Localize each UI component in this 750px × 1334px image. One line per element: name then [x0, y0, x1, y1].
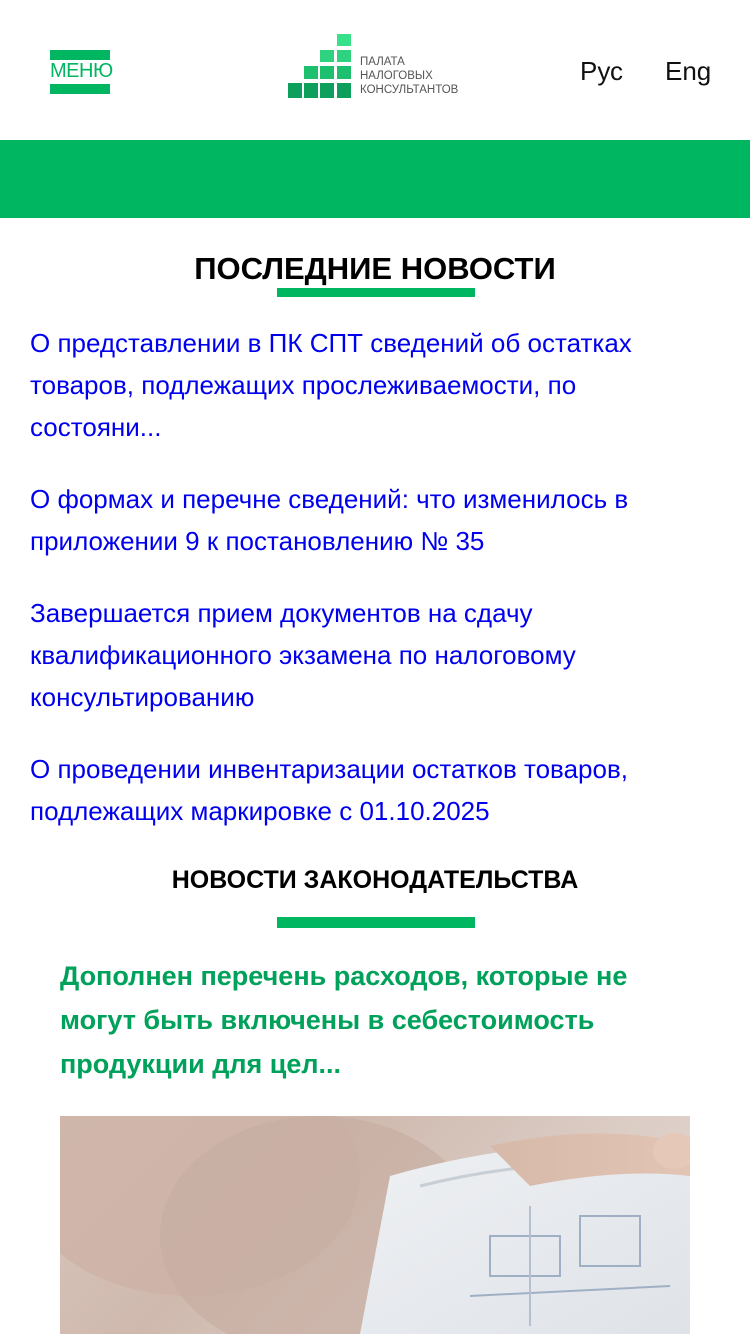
- language-ru-link[interactable]: Рус: [580, 56, 624, 86]
- logo-line-2: НАЛОГОВЫХ: [360, 70, 433, 82]
- news-link-1[interactable]: О представлении в ПК СПТ сведений об остатках товаров, подлежащих прослеживаемости, по состояни...: [30, 328, 632, 442]
- news-link-2[interactable]: О формах и перечне сведений: что изменилось в приложении 9 к постановлению № 35: [30, 484, 629, 556]
- photo-illustration: [60, 1116, 690, 1334]
- law-news-underline: [277, 917, 475, 928]
- news-link-3[interactable]: Завершается прием документов на сдачу квалификационного экзамена по налоговому консультированию: [30, 598, 576, 712]
- menu-button[interactable]: [50, 50, 113, 94]
- law-news-headline-link[interactable]: Дополнен перечень расходов, которые не могут быть включены в себестоимость продукции для цел...: [60, 961, 628, 1079]
- latest-news-title: ПОСЛЕДНИЕ НОВОСТИ: [194, 251, 556, 286]
- site-header: [0, 0, 750, 140]
- logo-line-3: КОНСУЛЬТАНТОВ: [360, 84, 459, 96]
- language-en-link[interactable]: Eng: [665, 56, 712, 86]
- news-link-4[interactable]: О проведении инвентаризации остатков товаров, подлежащих маркировке с 01.10.2025: [30, 754, 628, 826]
- law-news-title: НОВОСТИ ЗАКОНОДАТЕЛЬСТВА: [171, 866, 579, 894]
- logo-bars-icon: [288, 33, 352, 99]
- latest-news-underline: [277, 288, 475, 297]
- menu-bar-bottom: [50, 84, 110, 94]
- menu-label: МЕНЮ: [50, 60, 113, 82]
- logo-line-1: ПАЛАТА: [360, 56, 405, 68]
- law-news-photo[interactable]: [60, 1116, 690, 1334]
- site-logo[interactable]: [288, 33, 468, 99]
- logo-text: [360, 55, 458, 97]
- latest-news-list: [30, 322, 710, 862]
- green-banner: [0, 140, 750, 218]
